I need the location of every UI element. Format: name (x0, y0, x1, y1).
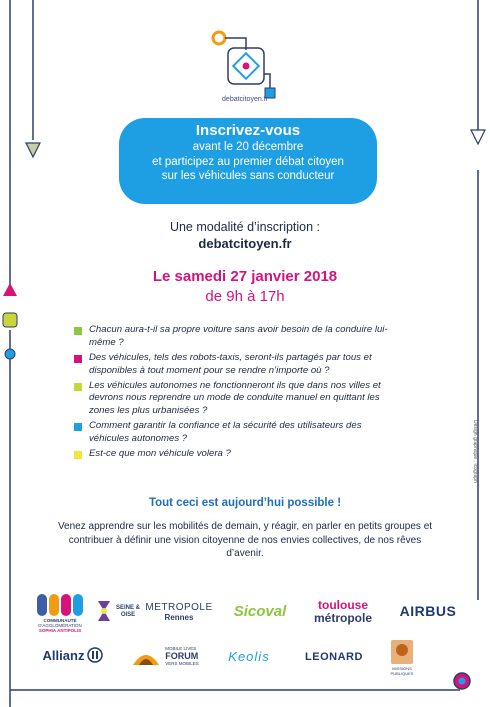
airbus-logo (392, 600, 464, 622)
square-bullet-icon (74, 383, 82, 391)
missions-publiques-mark-icon (389, 638, 415, 666)
rennes-text-b: Rennes (164, 613, 194, 622)
question-text: Comment garantir la confiance et la sécurité des utilisateurs des véhicules autonomes ? (89, 420, 362, 444)
question-item (74, 352, 404, 377)
airbus-text: AIRBUS (399, 603, 457, 619)
keolis-text: Keolis (228, 648, 270, 664)
square-bullet-icon (74, 327, 82, 335)
toulouse-text-a: toulouse (318, 598, 368, 612)
forum-mark-icon (131, 645, 161, 667)
registration-banner (119, 118, 377, 204)
registration-label: Une modalité d’inscription : (169, 220, 321, 234)
leonard-text: LEONARD (305, 651, 363, 663)
question-text: Les véhicules autonomes ne fonctionneront ils que dans nos villes et devrons nous reprendre un mode de conduite manuel en quittant les zones les plus urbanisées ? (89, 379, 381, 416)
closing-headline: Tout ceci est aujourd’hui possible ! (148, 497, 342, 509)
question-item (74, 380, 404, 418)
casa-logo (32, 588, 88, 636)
square-bullet-icon (74, 355, 82, 363)
allianz-logo (32, 644, 114, 666)
question-list (74, 324, 404, 463)
square-bullet-icon (74, 451, 82, 459)
banner-line-3: sur les véhicules sans conducteur (161, 170, 335, 182)
question-item (74, 448, 404, 461)
forum-text-b: FORUM (165, 651, 199, 661)
seine-et-oise-logo (93, 592, 143, 632)
forum-text-c: VERS MOBILES (165, 661, 199, 666)
banner-line-2: et participez au premier débat citoyen (152, 155, 344, 168)
missions-text-a: MISSIONS (392, 666, 412, 671)
question-text: Chacun aura-t-il sa propre voiture sans avoir besoin de la conduire lui-même ? (89, 324, 388, 348)
allianz-text: Allianz (42, 647, 85, 663)
toulouse-metropole-logo (302, 596, 384, 628)
sicoval-logo (232, 594, 288, 628)
casa-text-3: SOPHIA ANTIPOLIS (38, 627, 82, 633)
rennes-text-a: METROPOLE (145, 602, 213, 613)
question-text: Des véhicules, tels des robots-taxis, seront-ils partagés par tous et disponibles à tout moment pour se rendre n’importe où ? (89, 351, 372, 376)
missions-text-b: PUBLIQUES (390, 671, 414, 676)
banner-line-1: avant le 20 décembre (192, 141, 304, 153)
casa-mark-icon (35, 592, 85, 618)
question-item (74, 324, 404, 349)
missions-publiques-logo (384, 634, 420, 680)
registration-url[interactable]: debatcitoyen.fr (198, 236, 292, 251)
keolis-logo (214, 646, 284, 666)
question-item (74, 420, 404, 445)
casa-text-2: D'AGGLOMÉRATION (38, 622, 82, 628)
debatcitoyen-logo (210, 30, 282, 102)
question-text: Est-ce que mon véhicule volera ? (89, 447, 231, 459)
banner-title: Inscrivez-vous (195, 122, 301, 139)
leonard-logo (296, 647, 372, 667)
design-credit: Design graphique : Icograph (472, 420, 478, 483)
seine-mark-icon (94, 597, 114, 627)
casa-text-1: COMMUNAUTÉ (43, 617, 77, 623)
mobile-lives-forum-logo (122, 642, 208, 670)
forum-text-a: MOBILE LIVES (165, 646, 197, 651)
seine-text: SEINE & OISE (115, 605, 140, 618)
toulouse-text-b: métropole (313, 611, 372, 625)
rennes-metropole-logo (145, 597, 213, 627)
event-hours: de 9h à 17h (205, 288, 285, 305)
event-date: Le samedi 27 janvier 2018 (152, 268, 338, 285)
sicoval-text: Sicoval (233, 602, 287, 620)
allianz-eagle-icon (87, 647, 103, 663)
closing-paragraph: Venez apprendre sur les mobilités de demain, y réagir, en parler en petits groupes et contribuer à définir une vision citoyenne de nos envies collectives, de nos rêves d’avenir. (57, 521, 433, 559)
square-bullet-icon (74, 423, 82, 431)
brand-name: debatcitoyen.fr (222, 96, 268, 103)
